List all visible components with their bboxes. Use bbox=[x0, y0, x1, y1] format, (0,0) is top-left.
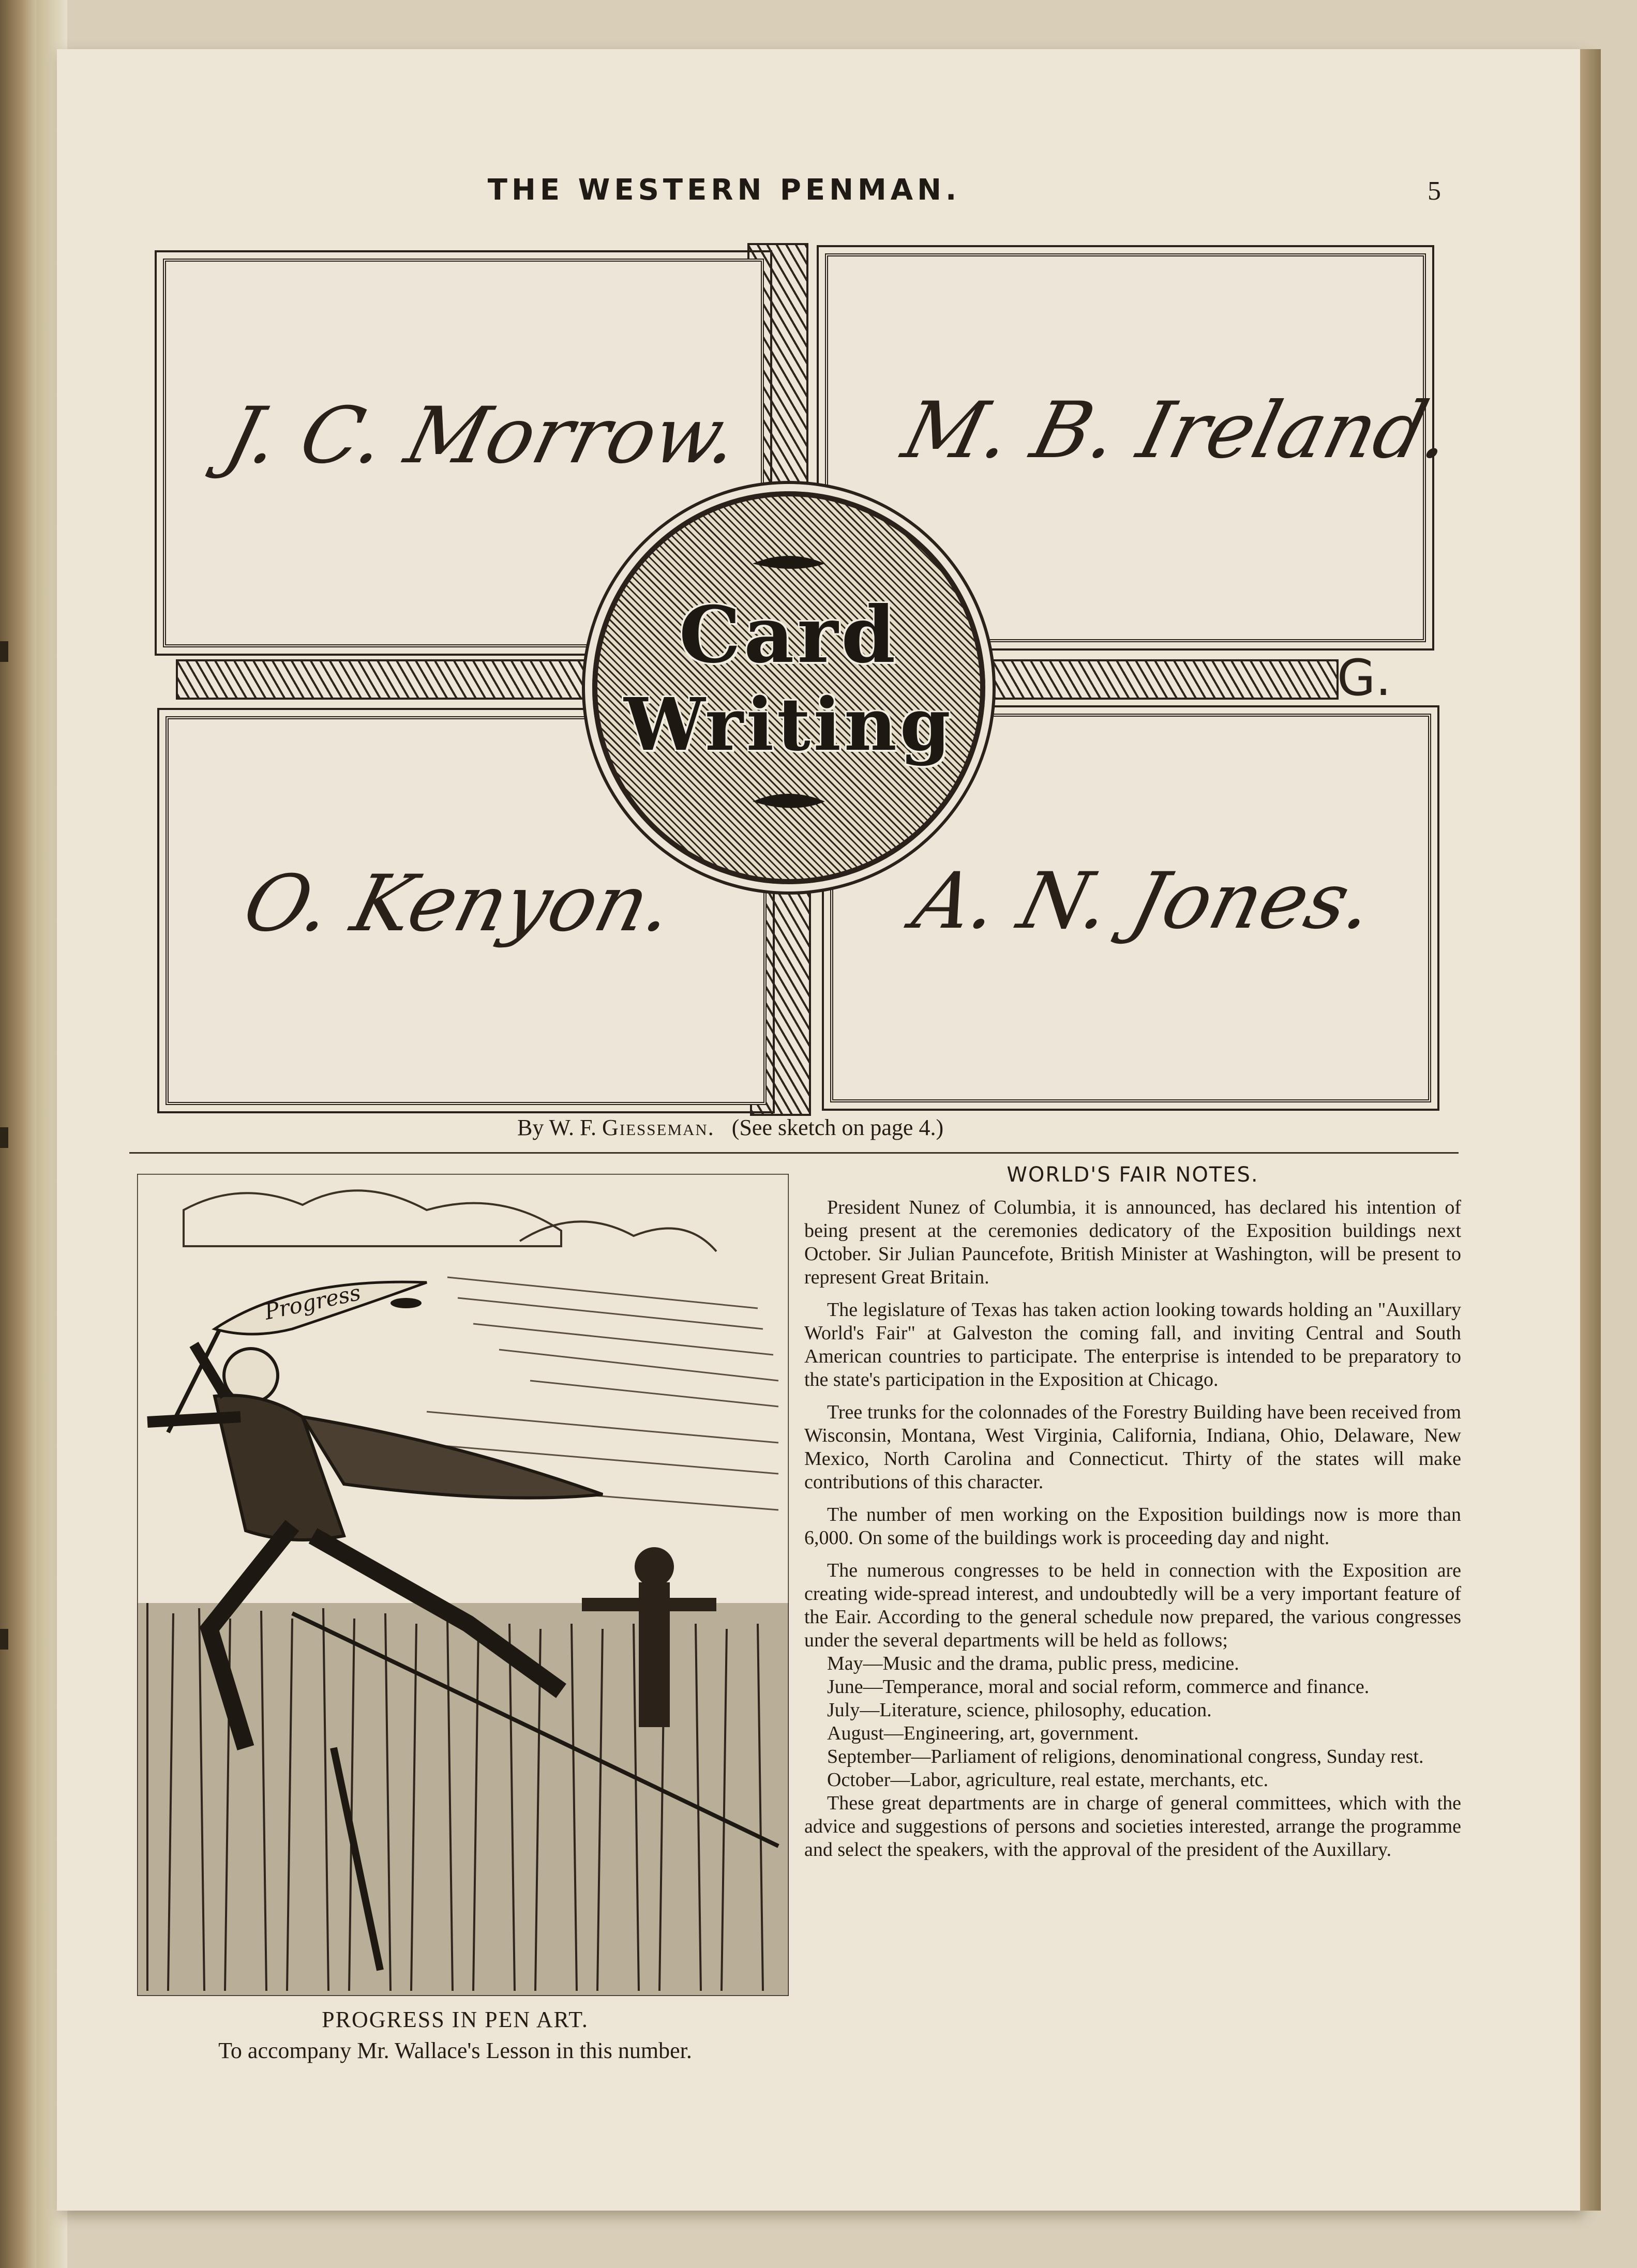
article-paragraph: The numerous congresses to be held in connection with the Exposition are creating wide-spread interest, and undoubtedly will be a very important feature of the Eair. According to the general schedule now prepared, the various congresses under the several departments will be held as follows; bbox=[804, 1560, 1461, 1651]
vine-ornament-right bbox=[972, 659, 1339, 700]
credit-note: (See sketch on page 4.) bbox=[731, 1115, 944, 1140]
spine-mark bbox=[0, 641, 8, 662]
article-paragraph: President Nunez of Columbia, it is announced, has declared his intention of being present at the ceremonies dedicatory of the Exposition buildings next October. Sir Julian Pauncefote, British Minister at Washington, will be present to represent Great Britain. bbox=[804, 1197, 1461, 1288]
vine-ornament-left bbox=[176, 659, 604, 700]
engraver-mark: G. bbox=[1337, 649, 1391, 707]
credit-by: By W. F. bbox=[517, 1115, 596, 1140]
schedule-item: May—Music and the drama, public press, medicine. bbox=[827, 1653, 1239, 1674]
medallion-word-writing: Writing bbox=[624, 683, 954, 767]
article-closing: These great departments are in charge of general committees, which with the advice and suggestions of persons and societies interested, arrange the programme and select the speakers, with the approval of the president of the Auxillary. bbox=[804, 1792, 1461, 1861]
page-edge bbox=[1580, 49, 1601, 2211]
running-figure-engraving bbox=[137, 1174, 789, 1996]
running-header: THE WESTERN PENMAN. bbox=[487, 173, 961, 207]
article-paragraph: The legislature of Texas has taken action looking towards holding an "Auxillary World's Fair" at Galveston the coming fall, and inviting Central and South American countries to participate. The enterprise is intended to be preparatory to the state's participation in the Exposition at Chicago. bbox=[804, 1299, 1461, 1390]
illustration-caption-subtitle: To accompany Mr. Wallace's Lesson in this number. bbox=[218, 2038, 692, 2063]
schedule-item: September—Parliament of religions, denominational congress, Sunday rest. bbox=[827, 1746, 1424, 1767]
banner-text: Progress bbox=[262, 1279, 363, 1325]
section-divider bbox=[129, 1152, 1459, 1154]
progress-illustration bbox=[137, 1174, 789, 1996]
medallion-word-card: Card bbox=[679, 589, 899, 681]
schedule-item: October—Labor, agriculture, real estate, merchants, etc. bbox=[827, 1769, 1269, 1791]
card-signature: O. Kenyon. bbox=[235, 859, 683, 949]
page-number: 5 bbox=[1428, 176, 1441, 206]
schedule-item: June—Temperance, moral and social reform, commerce and finance. bbox=[827, 1676, 1370, 1698]
article-paragraph: The number of men working on the Exposition buildings now is more than 6,000. On some of the buildings work is proceeding day and night. bbox=[804, 1504, 1461, 1549]
plate-credit bbox=[517, 1114, 1190, 1141]
card-signature: A. N. Jones. bbox=[905, 856, 1383, 946]
card-writing-medallion bbox=[592, 491, 985, 884]
credit-name: Giesseman. bbox=[602, 1115, 715, 1140]
illustration-caption-title: PROGRESS IN PEN ART. bbox=[322, 2007, 589, 2032]
spine-mark bbox=[0, 1127, 8, 1148]
spine-mark bbox=[0, 1629, 8, 1650]
schedule-item: July—Literature, science, philosophy, education. bbox=[827, 1699, 1212, 1721]
card-signature: J. C. Morrow. bbox=[217, 391, 749, 481]
card-signature: M. B. Ireland. bbox=[894, 386, 1461, 476]
schedule-item: August—Engineering, art, government. bbox=[827, 1722, 1139, 1744]
article-heading: WORLD'S FAIR NOTES. bbox=[1007, 1163, 1259, 1187]
article-paragraph: Tree trunks for the colonnades of the Forestry Building have been received from Wisconsin, Montana, West Virginia, California, Indiana, Ohio, Delaware, New Mexico, North Carolina and Connecticut. Thirty of the states will make contributions of this character. bbox=[804, 1401, 1461, 1493]
worlds-fair-article bbox=[804, 1163, 1461, 1862]
